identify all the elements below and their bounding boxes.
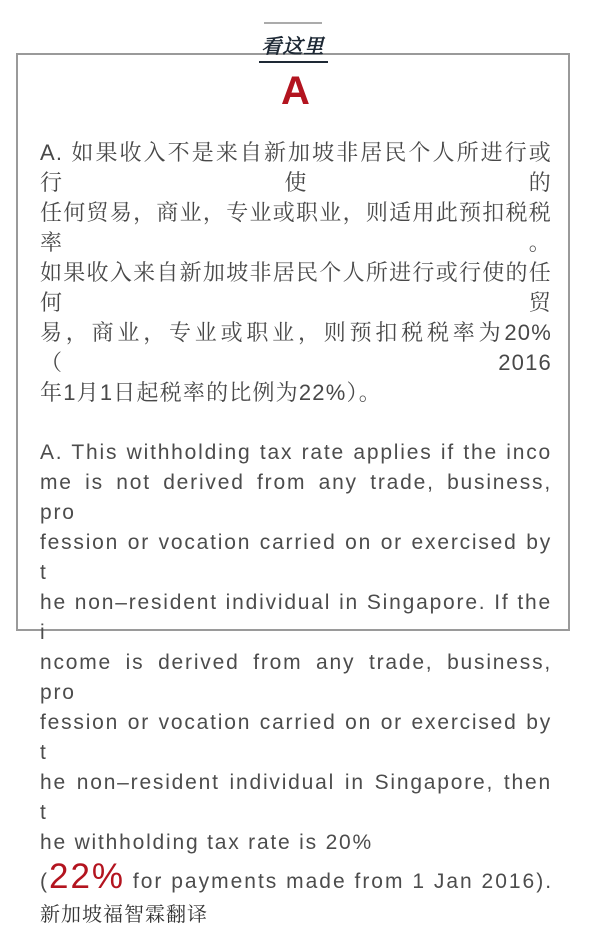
rate-prefix: ( — [40, 870, 49, 893]
text-line: me is not derived from any trade, business, pro — [40, 471, 552, 524]
chinese-paragraph — [40, 138, 552, 408]
text-line: fession or vocation carried on or exercised by t — [40, 711, 552, 764]
text-line: he non–resident individual in Singapore, then t — [40, 771, 552, 824]
rate-value: 22% — [49, 857, 126, 896]
content-box — [16, 53, 570, 926]
divider-overline — [264, 22, 322, 24]
text-line: fession or vocation carried on or exercised by t — [40, 531, 552, 584]
page-title: 看这里 — [259, 30, 328, 63]
text-line: 任何贸易，商业，专业或职业，则适用此预扣税税率。 — [40, 200, 552, 255]
text-line: A. This withholding tax rate applies if the inco — [40, 441, 552, 464]
rate-highlight-line — [40, 858, 552, 901]
section-heading: A — [281, 69, 311, 113]
rate-suffix: for payments made from 1 Jan 2016). — [125, 870, 554, 893]
header — [16, 30, 570, 63]
english-paragraph — [40, 438, 552, 858]
text-line: ncome is derived from any trade, business, pro — [40, 651, 552, 704]
text-line: 易，商业，专业或职业，则预扣税税率为20% （2016 — [40, 320, 552, 375]
text-line: 年1月1日起税率的比例为22%）。 — [40, 380, 382, 405]
text-line: 如果收入来自新加坡非居民个人所进行或行使的任何贸 — [40, 260, 552, 315]
text-line: A. 如果收入不是来自新加坡非居民个人所进行或行使的 — [40, 140, 552, 195]
text-line: he withholding tax rate is 20% — [40, 831, 373, 854]
text-line: he non–resident individual in Singapore. If the i — [40, 591, 552, 644]
translator-credit: 新加坡福智霖翻译 — [40, 904, 208, 926]
